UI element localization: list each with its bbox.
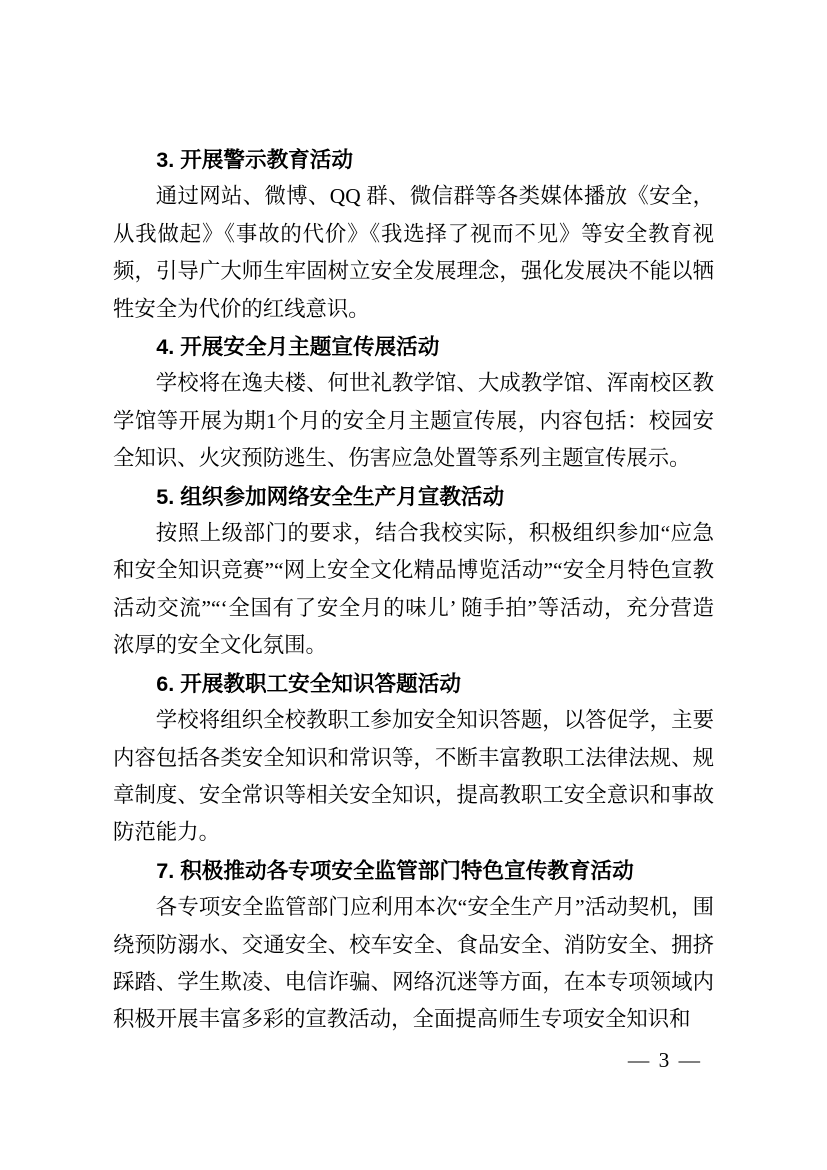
section-7-heading: 7. 积极推动各专项安全监管部门特色宣传教育活动 — [156, 857, 634, 883]
section-7 — [113, 852, 714, 1039]
document-body — [113, 141, 714, 1039]
section-6-heading: 6. 开展教职工安全知识答题活动 — [156, 670, 461, 696]
section-3 — [113, 141, 714, 328]
section-5-paragraph: 按照上级部门的要求，结合我校实际，积极组织参加“应急和安全知识竞赛”“网上安全文化精品博览活动”“安全月特色宣教活动交流”“‘全国有了安全月的味儿’ 随手拍”等活动，充分营造浓厚的安全文化氛围。 — [113, 521, 714, 658]
section-7-paragraph: 各专项安全监管部门应利用本次“安全生产月”活动契机，围绕预防溺水、交通安全、校车安全、食品安全、消防安全、拥挤踩踏、学生欺凌、电信诈骗、网络沉迷等方面，在本专项领域内积极开展丰富多彩的宣教活动，全面提高师生专项安全知识和 — [113, 895, 714, 1032]
section-3-paragraph: 通过网站、微博、QQ 群、微信群等各类媒体播放《安全，从我做起》《事故的代价》《我选择了视而不见》等安全教育视频，引导广大师生牢固树立安全发展理念，强化发展决不能以牺牲安全为代价的红线意识。 — [113, 184, 714, 321]
section-5-heading: 5. 组织参加网络安全生产月宣教活动 — [156, 483, 505, 509]
section-4 — [113, 328, 714, 478]
section-6-paragraph: 学校将组织全校教职工参加安全知识答题，以答促学，主要内容包括各类安全知识和常识等，不断丰富教职工法律法规、规章制度、安全常识等相关安全知识，提高教职工安全意识和事故防范能力。 — [113, 708, 714, 845]
section-3-heading: 3. 开展警示教育活动 — [156, 147, 353, 172]
section-4-paragraph: 学校将在逸夫楼、何世礼教学馆、大成教学馆、浑南校区教学馆等开展为期1个月的安全月主题宣传展，内容包括：校园安全知识、火灾预防逃生、伤害应急处置等系列主题宣传展示。 — [113, 371, 714, 471]
section-4-heading: 4. 开展安全月主题宣传展活动 — [156, 334, 440, 360]
page-number: — 3 — — [627, 1048, 702, 1072]
section-5 — [113, 478, 714, 665]
section-6 — [113, 665, 714, 852]
